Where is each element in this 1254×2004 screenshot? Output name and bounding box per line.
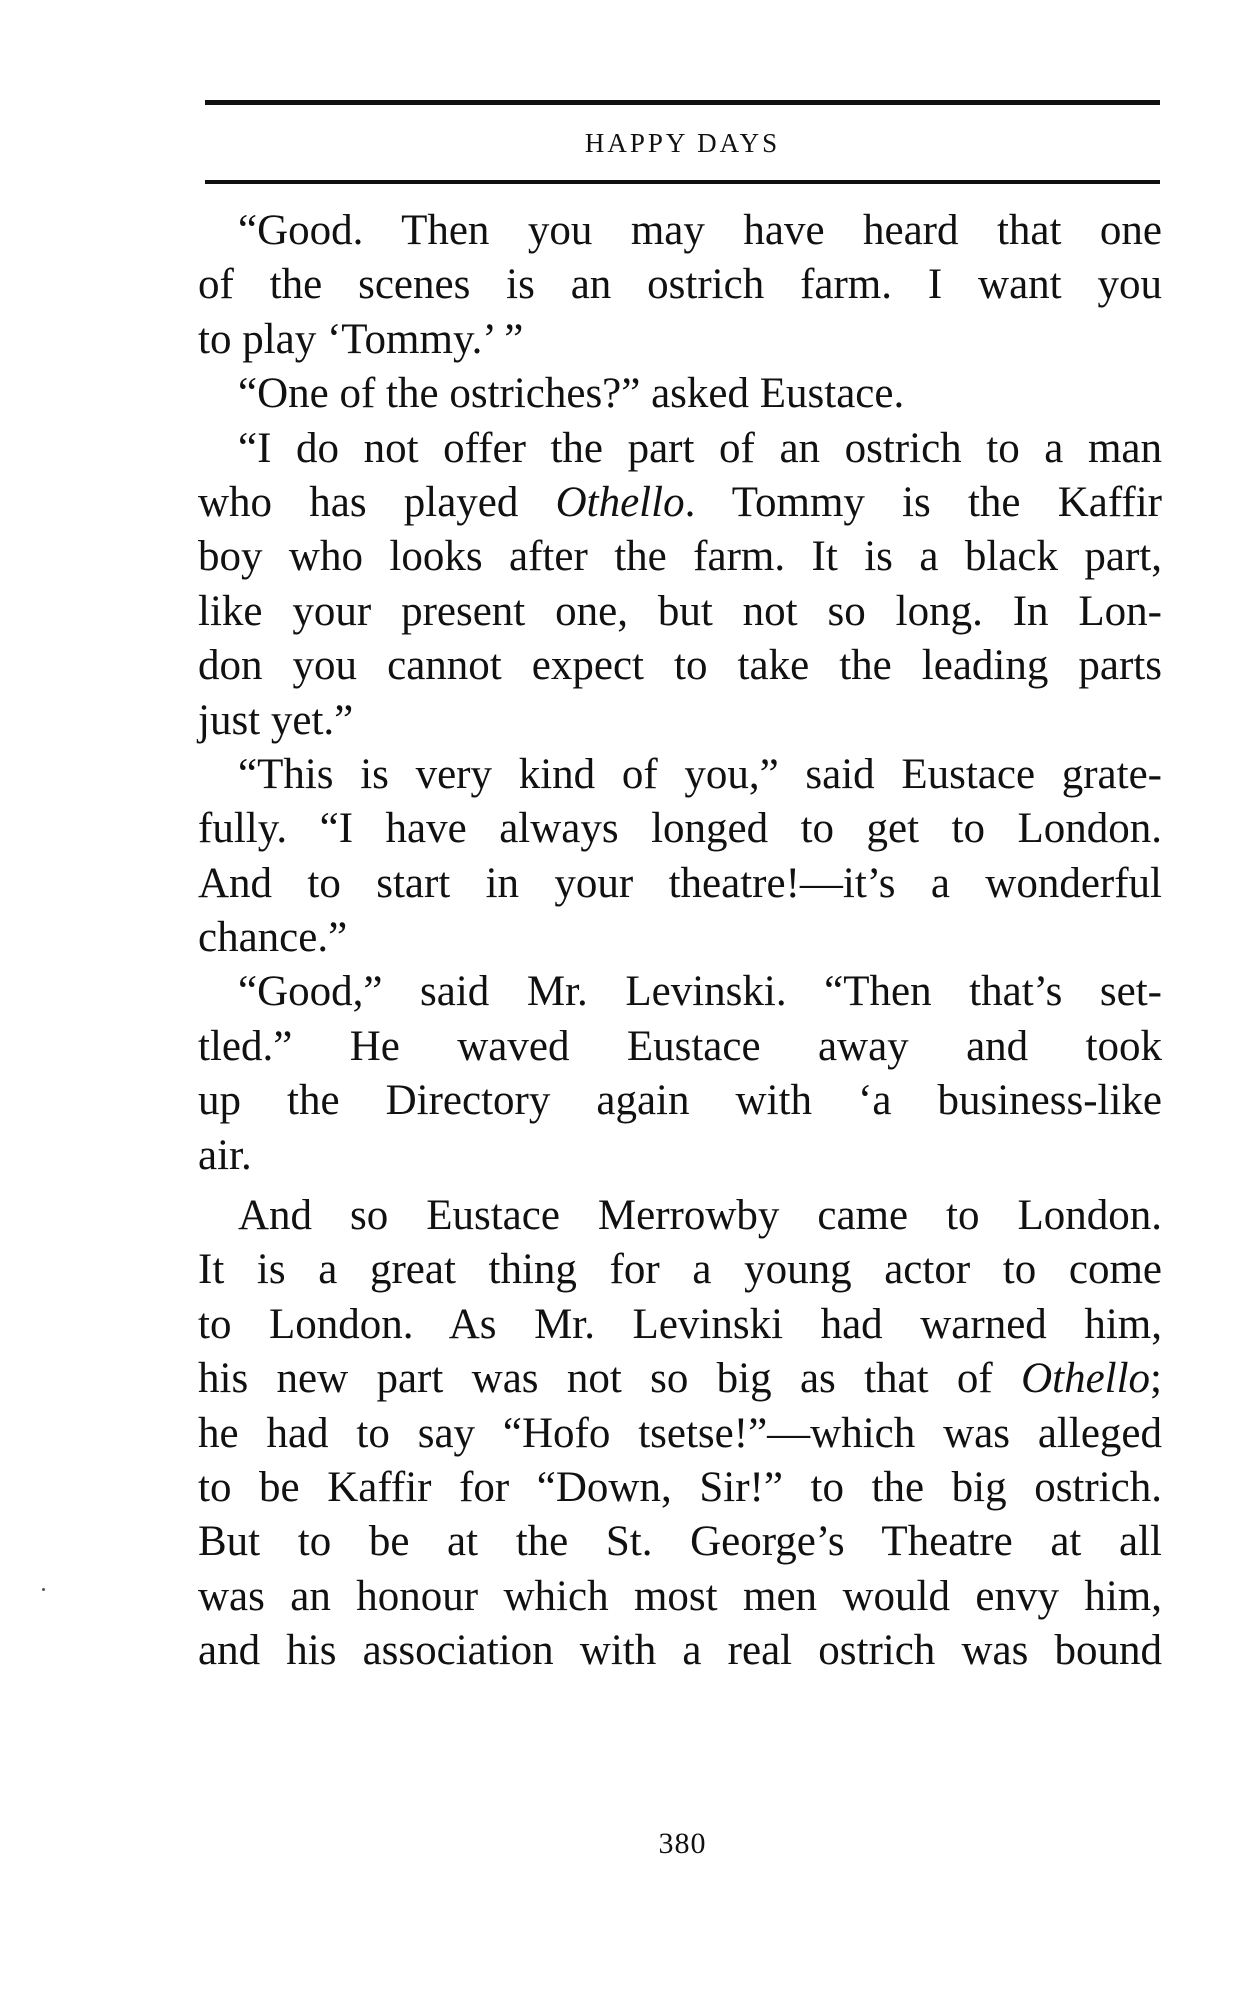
text-line: to play ‘Tommy.’ ” [198, 315, 524, 363]
text-line: “Good. Then you may have heard that one [238, 207, 1162, 254]
page-speck [42, 1588, 45, 1591]
text-line: “One of the ostriches?” asked Eustace. [238, 370, 905, 418]
text-line: his new part was not so big as that of Othello; [198, 1355, 1162, 1403]
text-line: air. [198, 1131, 252, 1179]
text-line: But to be at the St. George’s Theatre at all [198, 1518, 1162, 1566]
text-line: tled.” He waved Eustace away and took [198, 1022, 1162, 1070]
text-line: to London. As Mr. Levinski had warned him, [198, 1300, 1162, 1348]
italic-title: Othello [1021, 1355, 1151, 1403]
text-line: just yet.” [198, 696, 354, 744]
text-line: “This is very kind of you,” said Eustace grate- [238, 750, 1162, 798]
header-rule-top [205, 100, 1160, 105]
text-line: chance.” [198, 914, 348, 962]
body-text [198, 204, 1162, 1679]
running-title: HAPPY DAYS [584, 128, 781, 158]
text-line: he had to say “Hofo tsetse!”—which was alleged [198, 1409, 1162, 1457]
text-line: “Good,” said Mr. Levinski. “Then that’s set- [238, 968, 1162, 1016]
page-number: 380 [658, 1827, 707, 1860]
text-line: who has played Othello. Tommy is the Kaffir [198, 478, 1162, 526]
text-line: And so Eustace Merrowby came to London. [238, 1192, 1162, 1240]
text-line: and his association with a real ostrich was bound [198, 1627, 1162, 1675]
italic-title: Othello [555, 478, 685, 526]
text-line: “I do not offer the part of an ostrich to a man [238, 424, 1162, 472]
header-rule-bottom [205, 180, 1160, 184]
text-line: was an honour which most men would envy him, [198, 1572, 1162, 1620]
text-line: to be Kaffir for “Down, Sir!” to the big ostrich. [198, 1463, 1162, 1511]
text-line: fully. “I have always longed to get to London. [198, 805, 1162, 853]
text-line: And to start in your theatre!—it’s a wonderful [198, 859, 1162, 907]
text-line: like your present one, but not so long. In Lon- [198, 587, 1162, 635]
text-line: It is a great thing for a young actor to come [198, 1246, 1162, 1294]
text-line: boy who looks after the farm. It is a black part, [198, 533, 1162, 581]
text-line: of the scenes is an ostrich farm. I want you [198, 261, 1162, 309]
text-line: don you cannot expect to take the leading parts [198, 642, 1162, 690]
text-line: up the Directory again with ‘a business-like [198, 1077, 1162, 1125]
